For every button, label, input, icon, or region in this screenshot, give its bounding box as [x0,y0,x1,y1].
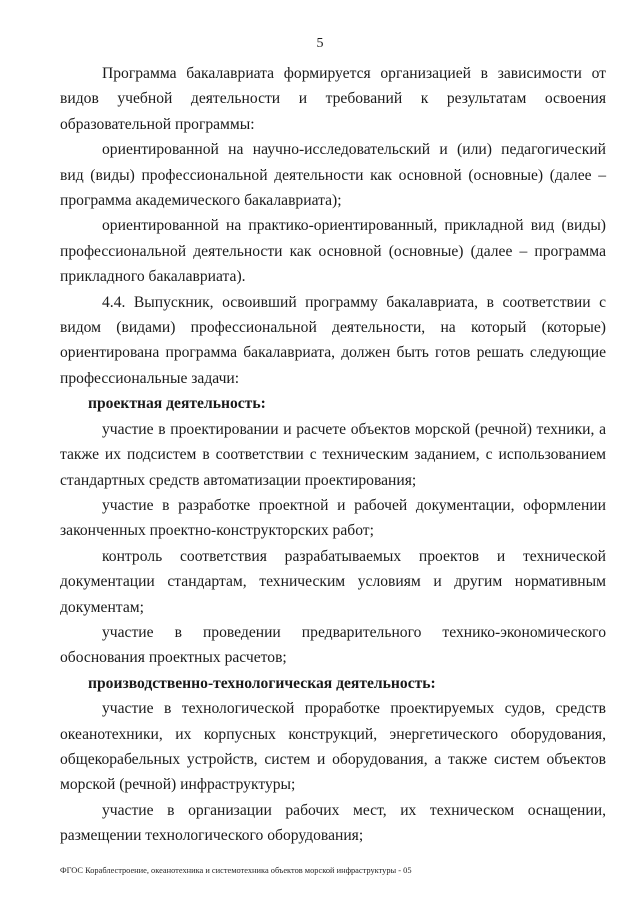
paragraph: ориентированной на практико-ориентированный, прикладной вид (виды) профессиональной деятельности как основной (основные) (далее – программа прикладного бакалавриата). [60,217,606,286]
paragraph: участие в разработке проектной и рабочей документации, оформлении законченных проектно-конструкторских работ; [60,496,606,540]
page-footer: ФГОС Кораблестроение, океанотехника и системотехника объектов морской инфраструктуры - 05 [60,866,412,875]
document-body [60,61,606,849]
paragraph: участие в проектировании и расчете объектов морской (речной) техники, а также их подсистем в соответствии с техническим заданием, с использованием стандартных средств автоматизации проектирования; [60,420,606,489]
section-heading: проектная деятельность: [88,395,266,413]
paragraph: Программа бакалавриата формируется организацией в зависимости от видов учебной деятельности и требований к результатам освоения образовательной программы: [60,65,606,133]
section-heading: производственно-технологическая деятельность: [88,674,436,692]
paragraph: контроль соответствия разрабатываемых проектов и технической документации стандартам, техническим условиям и другим нормативным документам; [60,547,606,616]
paragraph: участие в технологической проработке проектируемых судов, средств океанотехники, их корпусных конструкций, энергетического оборудования, общекорабельных устройств, систем и оборудования, а также систем объектов морской (речной) инфраструктуры; [60,700,606,794]
page-number: 5 [316,36,324,51]
paragraph: 4.4. Выпускник, освоивший программу бакалавриата, в соответствии с видом (видами) профессиональной деятельности, на который (которые) ориентирована программа бакалавриата, должен быть готов решать следующие профессиональные задачи: [60,293,606,387]
paragraph: участие в проведении предварительного технико-экономического обоснования проектных расчетов; [60,623,606,667]
paragraph: участие в организации рабочих мест, их техническом оснащении, размещении технологического оборудования; [60,801,606,845]
paragraph: ориентированной на научно-исследовательский и (или) педагогический вид (виды) профессиональной деятельности как основной (основные) (далее – программа академического бакалавриата); [60,141,606,210]
